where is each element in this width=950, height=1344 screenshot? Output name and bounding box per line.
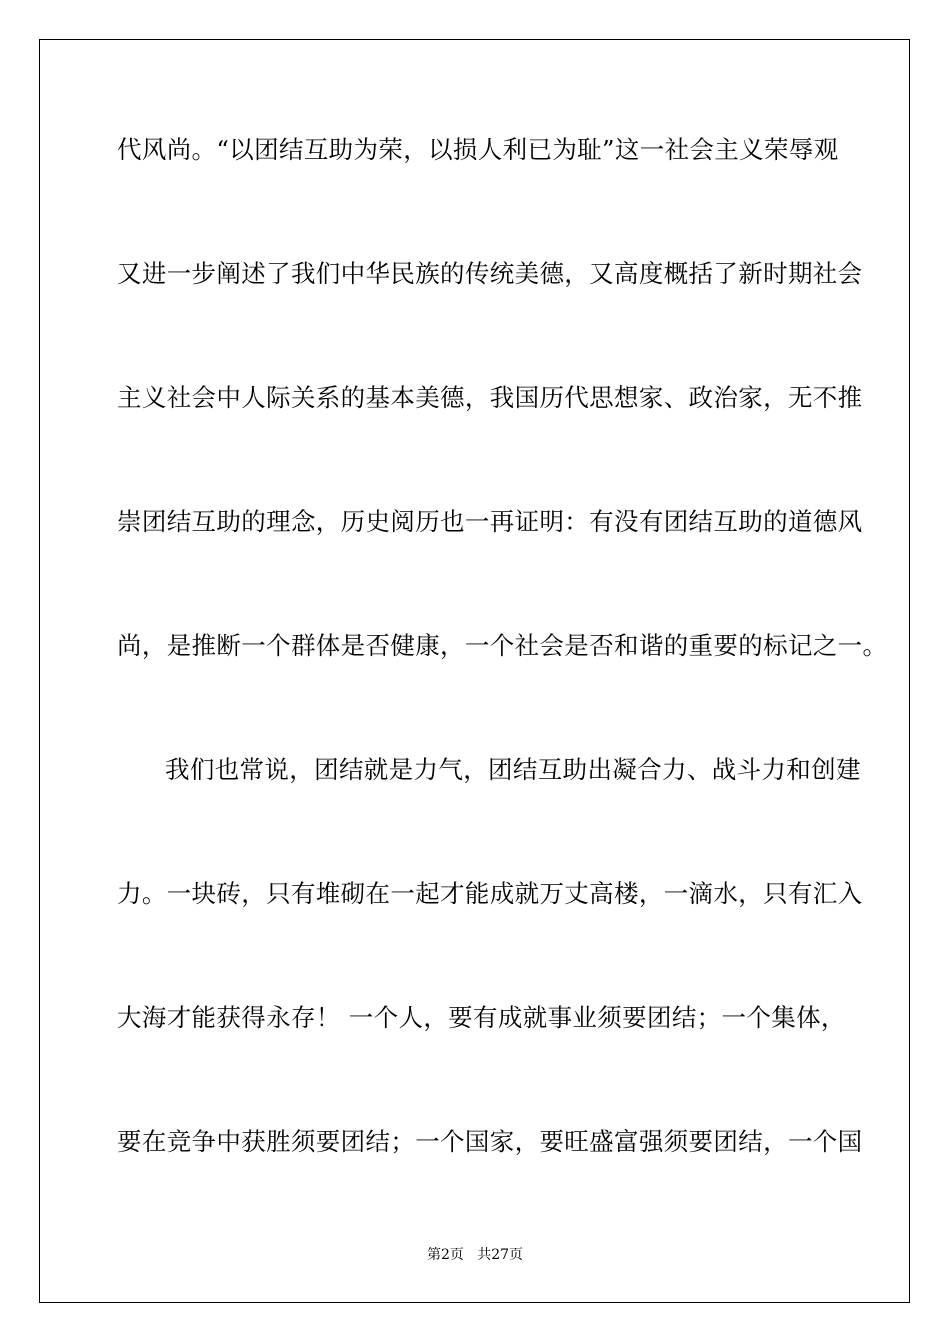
page-border: [39, 39, 910, 1303]
body-text-line-4: 崇团结互助的理念，历史阅历也一再证明：有没有团结互助的道德风: [117, 507, 863, 536]
body-text-line-1: 代风尚。“以团结互助为荣，以损人利已为耻”这一社会主义荣辱观: [117, 135, 839, 164]
page-number-footer: 第2页 共27页: [426, 1247, 524, 1263]
body-text-line-3: 主义社会中人际关系的基本美德，我国历代思想家、政治家，无不推: [117, 383, 863, 412]
body-text-line-9: 要在竞争中获胜须要团结；一个国家，要旺盛富强须要团结，一个国: [117, 1127, 863, 1156]
body-text-line-2: 又进一步阐述了我们中华民族的传统美德，又高度概括了新时期社会: [117, 259, 863, 288]
body-text-line-8: 大海才能获得永存！ 一个人，要有成就事业须要团结；一个集体，: [117, 1003, 846, 1032]
body-text-line-5: 尚，是推断一个群体是否健康，一个社会是否和谐的重要的标记之一。: [117, 631, 888, 660]
body-text-line-6: 我们也常说，团结就是力气，团结互助出凝合力、战斗力和创建: [165, 755, 861, 784]
body-text-line-7: 力。一块砖，只有堆砌在一起才能成就万丈高楼，一滴水，只有汇入: [117, 879, 863, 908]
